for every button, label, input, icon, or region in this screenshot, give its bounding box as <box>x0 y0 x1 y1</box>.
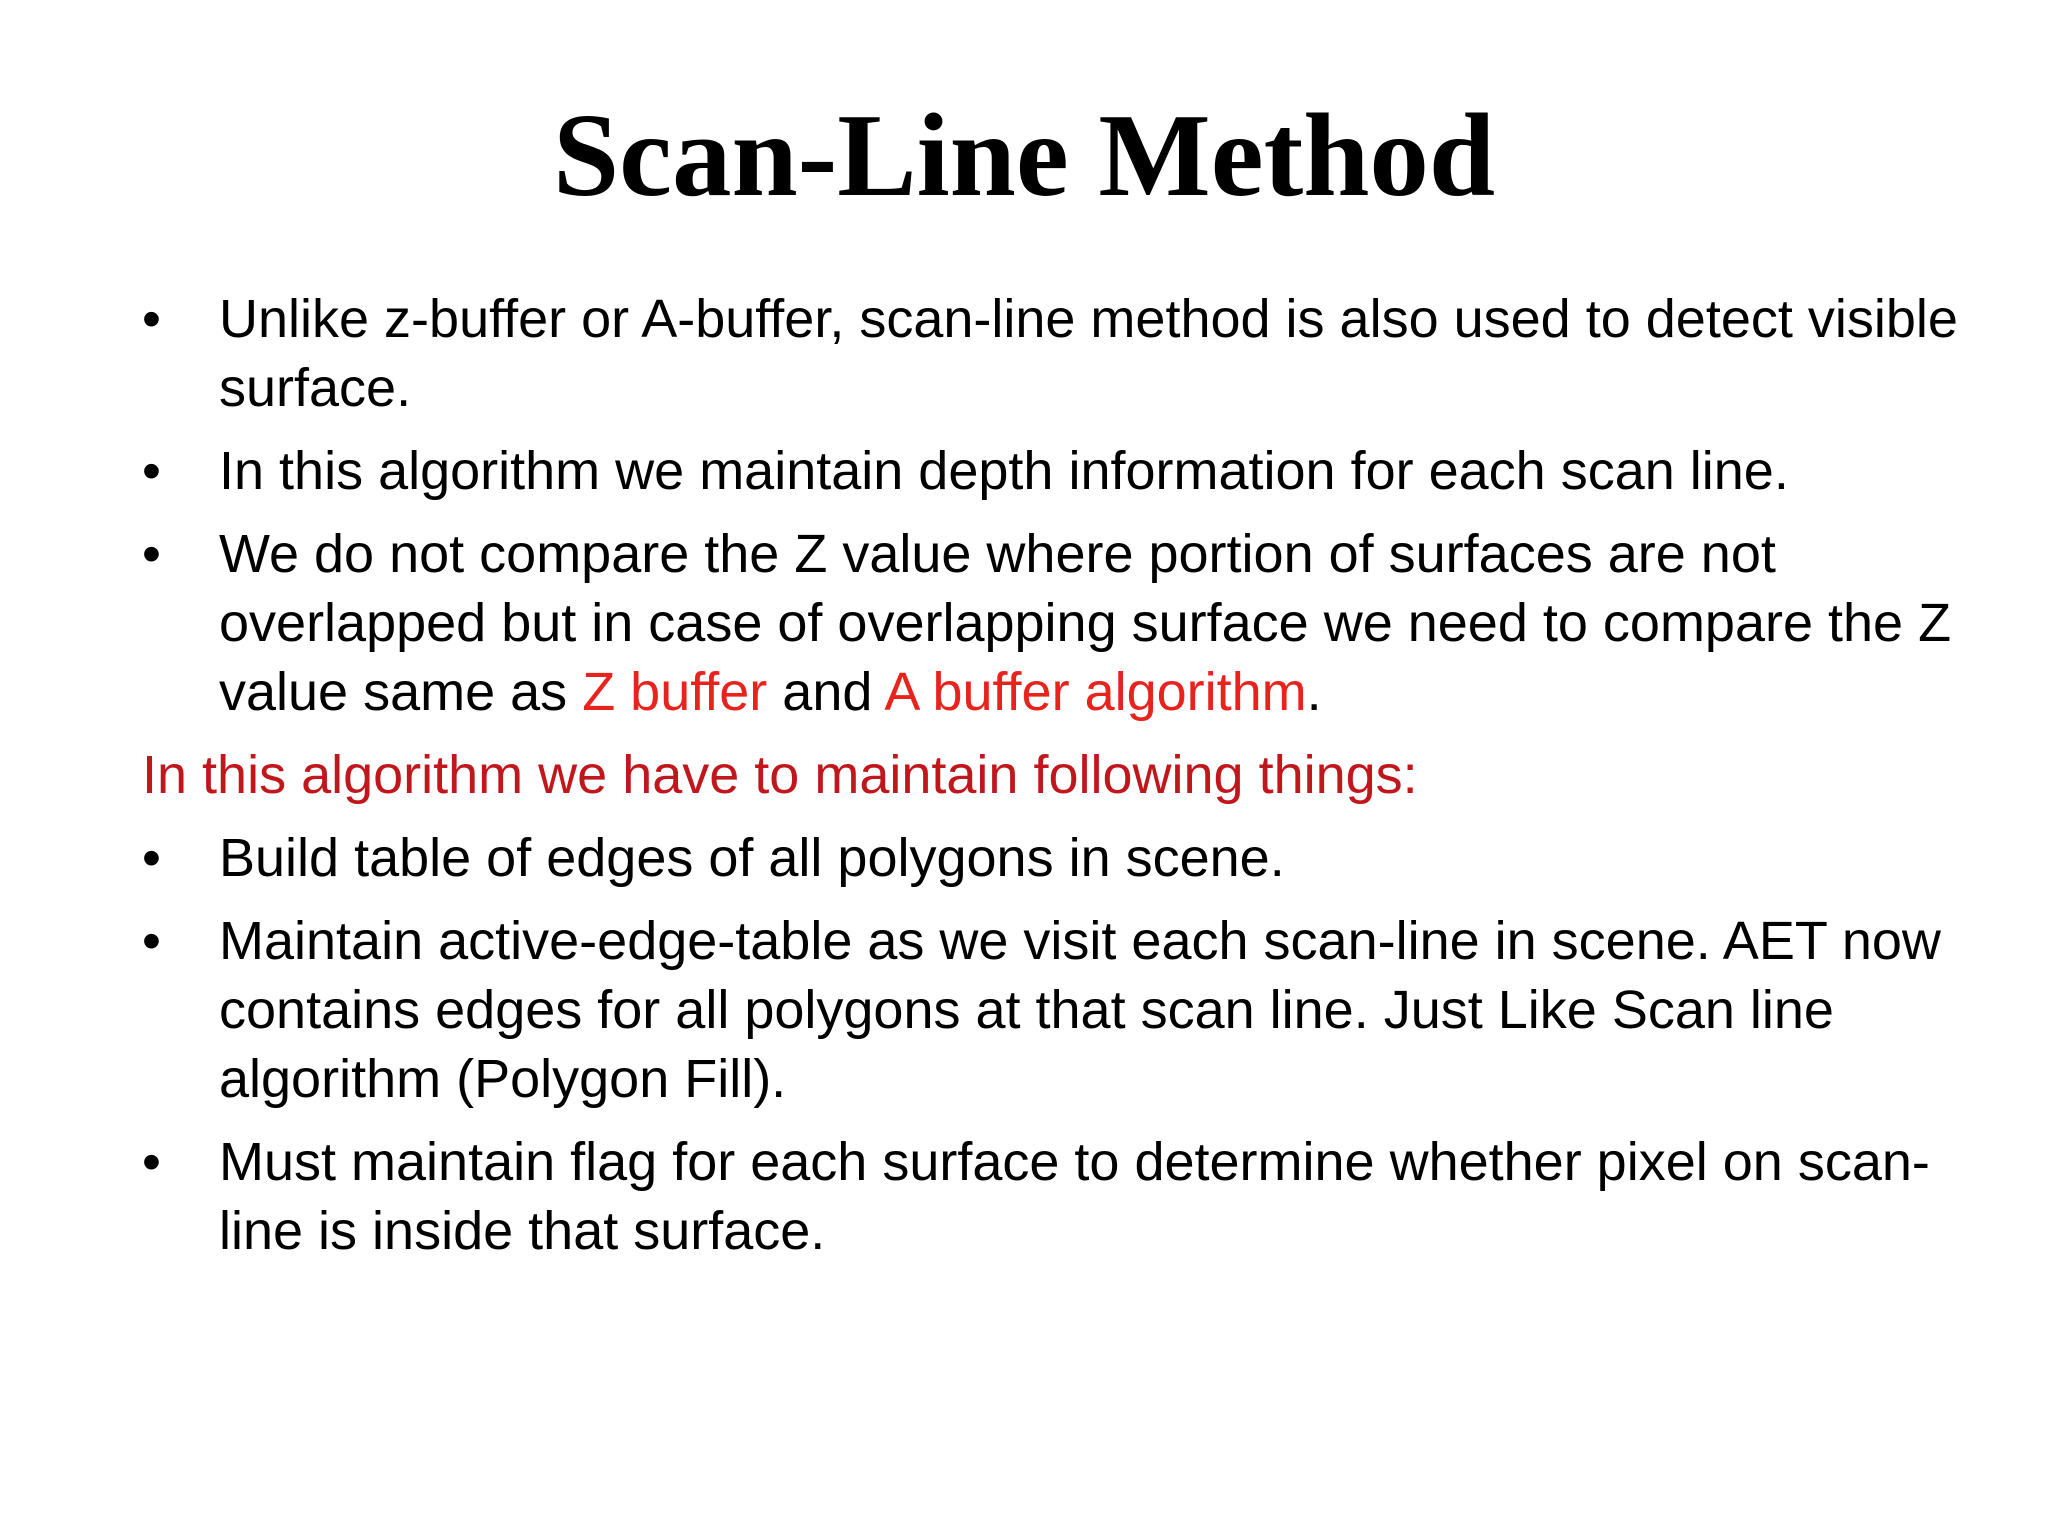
bullet-icon: • <box>142 911 161 971</box>
bullet-item <box>142 824 1972 893</box>
bullet-text: Unlike z-buffer or A-buffer, scan-line method is also used to detect visible surface. <box>219 289 1958 418</box>
bullet-text-part: We do not compare the Z value where portion of surfaces are not overlapped but in case of overlapping surface we need to compare the Z value same as <box>219 524 1952 722</box>
section-heading: In this algorithm we have to maintain following things: <box>142 745 1418 805</box>
bullet-icon: • <box>142 1132 161 1192</box>
bullet-item <box>142 1128 1972 1266</box>
highlight-z-buffer: Z buffer <box>582 662 768 722</box>
bullet-text: Maintain active-edge-table as we visit each scan-line in scene. AET now contains edges for all polygons at that scan line. Just Like Scan line algorithm (Polygon Fill). <box>219 911 1941 1109</box>
bullet-icon: • <box>142 828 161 888</box>
bullet-item <box>142 520 1972 727</box>
slide-title: Scan-Line Method <box>552 89 1496 221</box>
bullet-text-part: and <box>767 662 885 722</box>
slide-content <box>142 285 1972 1280</box>
bullet-text-part: . <box>1306 662 1322 722</box>
bullet-text: Must maintain flag for each surface to determine whether pixel on scan-line is inside that surface. <box>219 1132 1930 1261</box>
bullet-item <box>142 285 1972 423</box>
bullet-text: In this algorithm we maintain depth information for each scan line. <box>219 441 1789 501</box>
highlight-a-buffer: A buffer algorithm <box>884 662 1307 722</box>
bullet-icon: • <box>142 441 161 501</box>
bullet-text: Build table of edges of all polygons in scene. <box>219 828 1285 888</box>
bullet-icon: • <box>142 524 161 584</box>
bullet-item <box>142 907 1972 1114</box>
bullet-icon: • <box>142 289 161 349</box>
bullet-item <box>142 437 1972 506</box>
